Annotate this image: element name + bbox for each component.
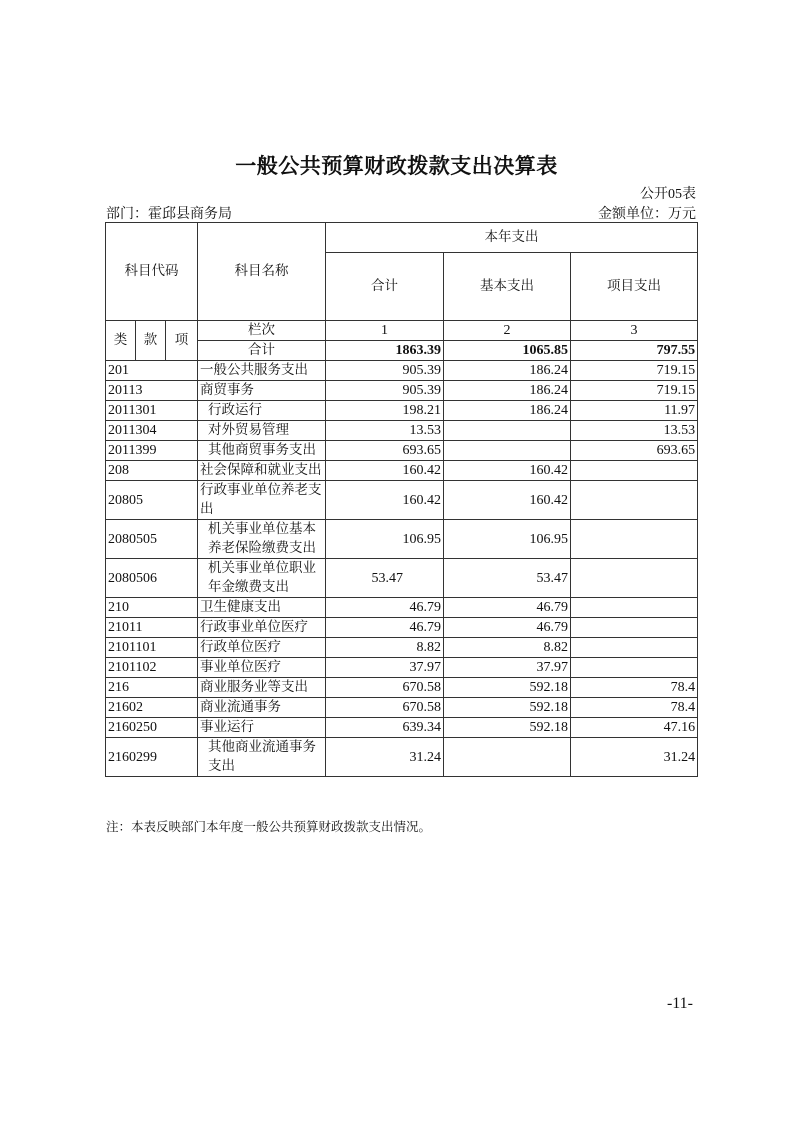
page-number: -11- — [666, 995, 693, 1012]
row-project: 13.53 — [571, 421, 698, 441]
row-name: 行政运行 — [198, 401, 326, 421]
row-total: 8.82 — [326, 638, 444, 658]
row-basic: 592.18 — [444, 698, 571, 718]
row-basic: 592.18 — [444, 718, 571, 738]
row-name: 行政单位医疗 — [198, 638, 326, 658]
row-basic: 53.47 — [444, 559, 571, 598]
row-project — [571, 598, 698, 618]
column-no-label: 栏次 — [198, 321, 326, 341]
row-basic: 8.82 — [444, 638, 571, 658]
header-xiang: 项 — [166, 321, 198, 361]
row-code: 2080506 — [106, 559, 198, 598]
row-code: 201 — [106, 361, 198, 381]
row-name: 机关事业单位基本养老保险缴费支出 — [198, 520, 326, 559]
row-name: 其他商业流通事务支出 — [198, 738, 326, 777]
row-project: 78.4 — [571, 698, 698, 718]
table-row — [106, 738, 698, 777]
row-name: 卫生健康支出 — [198, 598, 326, 618]
row-name: 商业服务业等支出 — [198, 678, 326, 698]
row-basic: 46.79 — [444, 598, 571, 618]
document-title: 一般公共预算财政拨款支出决算表 — [235, 154, 558, 178]
header-total: 合计 — [326, 253, 444, 321]
row-total: 160.42 — [326, 481, 444, 520]
row-name: 其他商贸事务支出 — [198, 441, 326, 461]
table-row — [106, 361, 698, 381]
sum-basic: 1065.85 — [444, 341, 571, 361]
header-year-expense: 本年支出 — [326, 223, 698, 253]
row-total: 13.53 — [326, 421, 444, 441]
row-project: 11.97 — [571, 401, 698, 421]
row-basic — [444, 421, 571, 441]
row-total: 37.97 — [326, 658, 444, 678]
row-code: 2101101 — [106, 638, 198, 658]
table-row — [106, 441, 698, 461]
row-total: 106.95 — [326, 520, 444, 559]
row-code: 216 — [106, 678, 198, 698]
row-code: 2160250 — [106, 718, 198, 738]
row-project — [571, 481, 698, 520]
row-name: 商贸事务 — [198, 381, 326, 401]
table-row — [106, 481, 698, 520]
row-project — [571, 638, 698, 658]
row-basic — [444, 441, 571, 461]
table-row — [106, 678, 698, 698]
row-total: 31.24 — [326, 738, 444, 777]
row-basic: 46.79 — [444, 618, 571, 638]
row-total: 905.39 — [326, 361, 444, 381]
form-number: 公开05表 — [640, 187, 696, 202]
table-row — [106, 520, 698, 559]
amount-unit-label: 金额单位：万元 — [598, 207, 696, 222]
sum-label: 合计 — [198, 341, 326, 361]
column-no-2: 2 — [444, 321, 571, 341]
header-basic: 基本支出 — [444, 253, 571, 321]
row-total: 53.47 — [326, 559, 444, 598]
table-row — [106, 461, 698, 481]
header-code: 科目代码 — [106, 223, 198, 321]
department-label: 部门：霍邱县商务局 — [106, 207, 232, 222]
row-project — [571, 461, 698, 481]
table-row — [106, 658, 698, 678]
row-name: 社会保障和就业支出 — [198, 461, 326, 481]
row-project — [571, 559, 698, 598]
row-code: 20805 — [106, 481, 198, 520]
sum-project: 797.55 — [571, 341, 698, 361]
sum-total: 1863.39 — [326, 341, 444, 361]
header-lei: 类 — [106, 321, 136, 361]
row-project: 47.16 — [571, 718, 698, 738]
row-total: 693.65 — [326, 441, 444, 461]
expense-table — [105, 222, 698, 777]
row-code: 2101102 — [106, 658, 198, 678]
row-code: 2011399 — [106, 441, 198, 461]
row-name: 一般公共服务支出 — [198, 361, 326, 381]
row-basic: 592.18 — [444, 678, 571, 698]
row-name: 事业单位医疗 — [198, 658, 326, 678]
row-basic: 186.24 — [444, 361, 571, 381]
table-row — [106, 421, 698, 441]
row-total: 639.34 — [326, 718, 444, 738]
row-basic: 160.42 — [444, 461, 571, 481]
row-basic — [444, 738, 571, 777]
row-code: 2080505 — [106, 520, 198, 559]
table-row — [106, 618, 698, 638]
row-total: 46.79 — [326, 618, 444, 638]
table-note: 注：本表反映部门本年度一般公共预算财政拨款支出情况。 — [106, 819, 432, 834]
header-kuan: 款 — [136, 321, 166, 361]
header-project: 项目支出 — [571, 253, 698, 321]
header-name: 科目名称 — [198, 223, 326, 321]
table-row — [106, 401, 698, 421]
row-basic: 186.24 — [444, 401, 571, 421]
row-project: 31.24 — [571, 738, 698, 777]
row-total: 670.58 — [326, 678, 444, 698]
table-row — [106, 381, 698, 401]
row-basic: 106.95 — [444, 520, 571, 559]
row-name: 行政事业单位养老支出 — [198, 481, 326, 520]
row-total: 905.39 — [326, 381, 444, 401]
row-total: 670.58 — [326, 698, 444, 718]
row-total: 160.42 — [326, 461, 444, 481]
row-name: 事业运行 — [198, 718, 326, 738]
row-code: 21011 — [106, 618, 198, 638]
row-code: 210 — [106, 598, 198, 618]
column-no-3: 3 — [571, 321, 698, 341]
row-basic: 37.97 — [444, 658, 571, 678]
row-project: 693.65 — [571, 441, 698, 461]
row-basic: 186.24 — [444, 381, 571, 401]
table-row — [106, 598, 698, 618]
row-project — [571, 520, 698, 559]
row-project: 719.15 — [571, 381, 698, 401]
row-project — [571, 618, 698, 638]
row-project — [571, 658, 698, 678]
row-code: 2011301 — [106, 401, 198, 421]
row-name: 对外贸易管理 — [198, 421, 326, 441]
row-code: 20113 — [106, 381, 198, 401]
row-code: 2011304 — [106, 421, 198, 441]
row-basic: 160.42 — [444, 481, 571, 520]
table-row — [106, 559, 698, 598]
table-row — [106, 638, 698, 658]
row-code: 208 — [106, 461, 198, 481]
row-project: 78.4 — [571, 678, 698, 698]
table-row — [106, 698, 698, 718]
table-row — [106, 718, 698, 738]
row-name: 机关事业单位职业年金缴费支出 — [198, 559, 326, 598]
column-no-1: 1 — [326, 321, 444, 341]
row-project: 719.15 — [571, 361, 698, 381]
row-name: 商业流通事务 — [198, 698, 326, 718]
row-total: 46.79 — [326, 598, 444, 618]
row-name: 行政事业单位医疗 — [198, 618, 326, 638]
row-code: 21602 — [106, 698, 198, 718]
row-code: 2160299 — [106, 738, 198, 777]
row-total: 198.21 — [326, 401, 444, 421]
